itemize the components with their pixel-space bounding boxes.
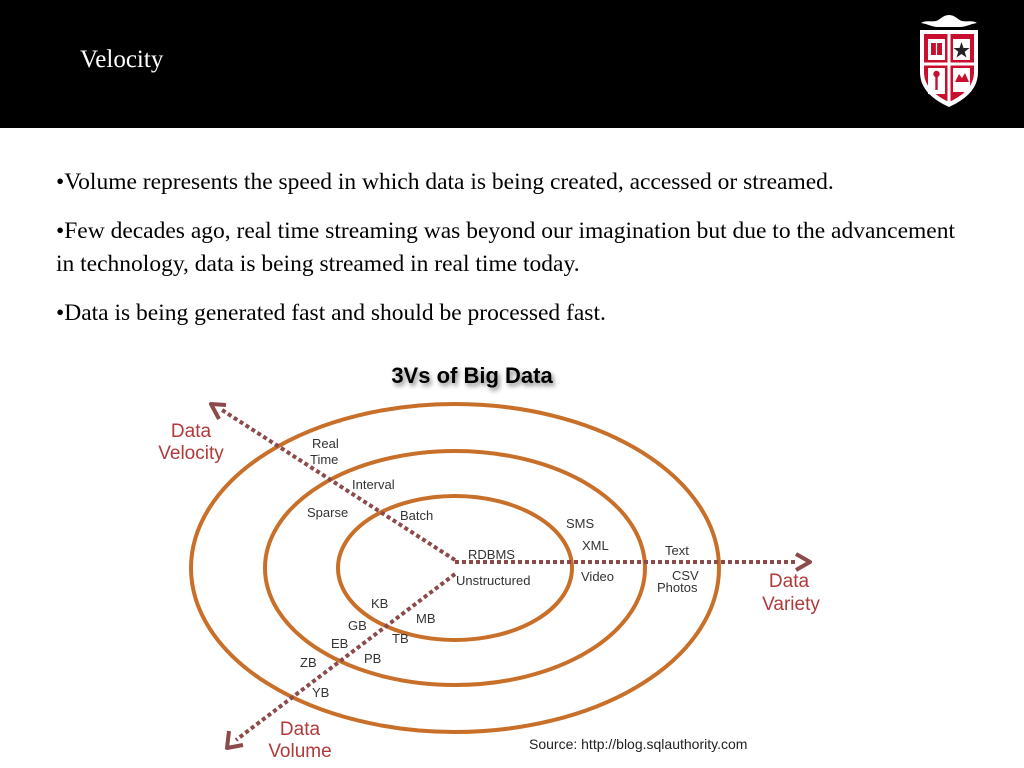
label-text: Text [665, 543, 689, 558]
label-rdbms: RDBMS [468, 547, 515, 562]
diagram-title: 3Vs of Big Data [391, 363, 553, 388]
velocity-axis-label-line2: Velocity [158, 443, 224, 464]
label-yb: YB [312, 685, 330, 700]
label-real: Real [312, 436, 339, 451]
inner-ring [338, 496, 572, 640]
volume-axis [236, 574, 455, 740]
label-time: Time [310, 452, 339, 467]
university-shield-logo-icon [912, 12, 986, 112]
variety-axis-label-line1: Data [768, 571, 810, 592]
label-tb: TB [392, 631, 409, 646]
label-zb: ZB [300, 655, 317, 670]
bullet-item: •Data is being generated fast and should be processed fast. [56, 300, 606, 326]
variety-axis-label-line2: Variety [762, 594, 820, 615]
bullet-item: •Volume represents the speed in which data is being created, accessed or streamed. [56, 169, 834, 195]
volume-arrowhead [227, 731, 243, 748]
label-photos: Photos [657, 580, 698, 595]
label-gb: GB [348, 618, 367, 633]
volume-axis-label-line1: Data [279, 719, 321, 740]
title-bar [0, 0, 1024, 128]
label-mb: MB [416, 611, 436, 626]
three-vs-diagram [0, 360, 1024, 768]
source-citation: Source: http://blog.sqlauthority.com [529, 736, 748, 752]
volume-axis-label-line2: Volume [268, 741, 332, 762]
label-eb: EB [331, 636, 349, 651]
label-csv: CSV [672, 568, 699, 583]
variety-arrowhead [796, 554, 810, 570]
label-kb: KB [371, 596, 389, 611]
slide-title: Velocity [80, 46, 164, 73]
label-unstructured: Unstructured [456, 573, 531, 588]
label-sms: SMS [566, 516, 595, 531]
velocity-axis-label-line1: Data [170, 421, 212, 442]
outer-ring [191, 404, 719, 732]
label-video: Video [581, 569, 615, 584]
middle-ring [265, 451, 645, 685]
label-interval: Interval [352, 477, 395, 492]
label-xml: XML [582, 538, 609, 553]
label-pb: PB [364, 651, 382, 666]
label-sparse: Sparse [307, 505, 349, 520]
velocity-axis [222, 410, 455, 560]
bullet-item: •Few decades ago, real time streaming was beyond our imagination but due to the advancement in technology, data is being streamed in real time today. [56, 218, 955, 277]
label-batch: Batch [400, 508, 434, 523]
bullet-list [56, 166, 966, 346]
